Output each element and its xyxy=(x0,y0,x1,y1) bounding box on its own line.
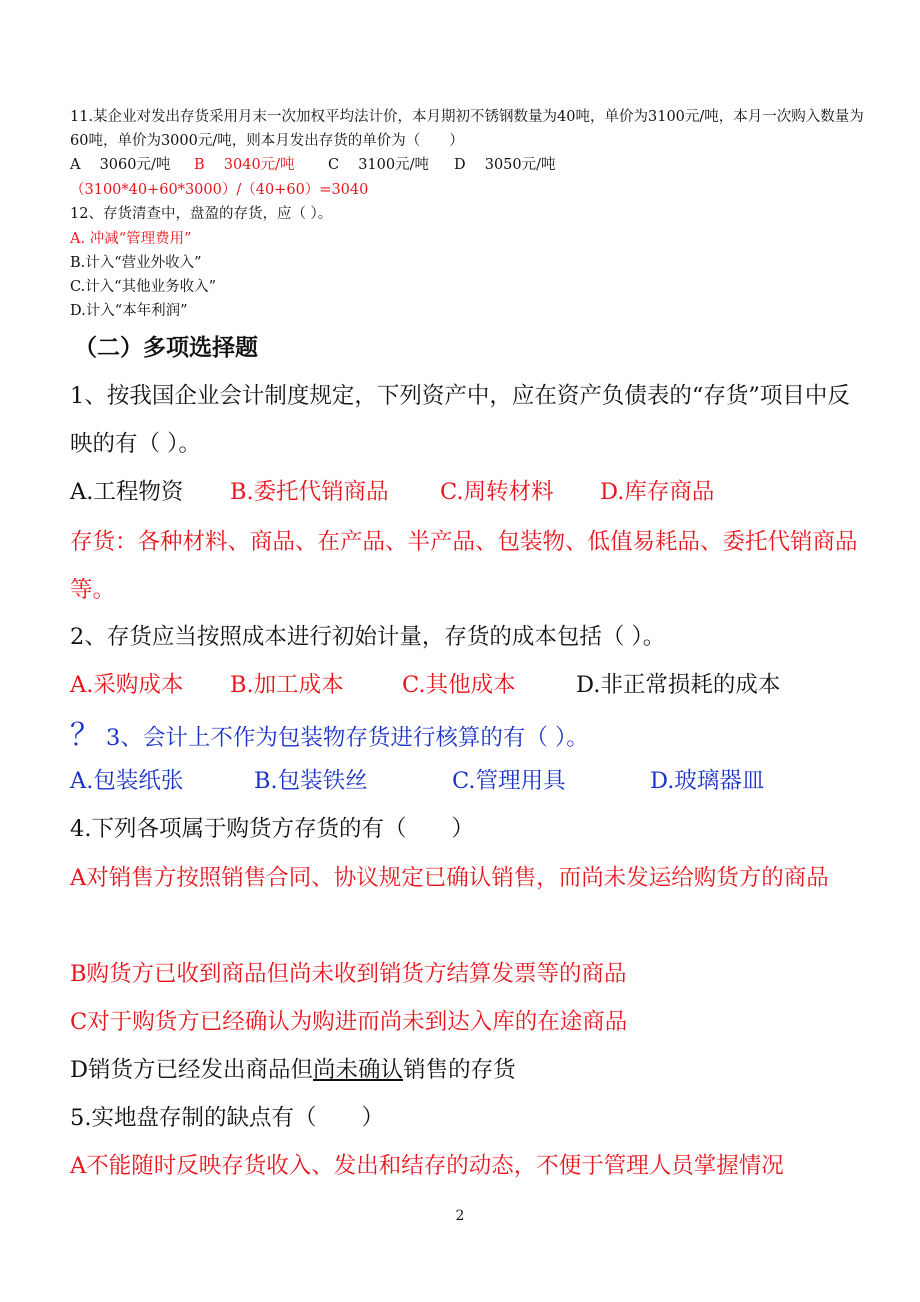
m1-option-d: D.库存商品 xyxy=(600,479,715,505)
m1-stem: 1、按我国企业会计制度规定，下列资产中，应在资产负债表的“存货”项目中反映的有（ ）。 xyxy=(70,383,850,457)
m4-option-d xyxy=(70,1046,870,1094)
m3-line xyxy=(70,712,870,762)
q12-option-b: B.计入“营业外收入” xyxy=(70,255,202,271)
m2-options xyxy=(70,661,870,709)
q12-option-a: A. 冲减“管理费用” xyxy=(70,231,192,247)
m4-option-b: B购货方已收到商品但尚未收到销货方结算发票等的商品 xyxy=(70,961,627,987)
q12-stem: 12、存货清查中，盘盈的存货，应（ ）。 xyxy=(70,206,333,222)
m3-option-b: B.包装铁丝 xyxy=(254,768,368,794)
m3-option-c: C.管理用具 xyxy=(452,768,566,794)
q12-option-d: D.计入“本年利润” xyxy=(70,303,188,319)
q12-option-c: C.计入“其他业务收入” xyxy=(70,279,217,295)
q11-option-b: B 3040元/吨 xyxy=(194,157,295,173)
m2-option-c: C.其他成本 xyxy=(402,672,516,698)
m1-option-a: A.工程物资 xyxy=(70,479,184,505)
m3-option-a: A.包装纸张 xyxy=(70,768,184,794)
q11-answer: （3100*40+60*3000）/（40+60）=3040 xyxy=(70,182,369,198)
m4-option-d-underlined: 尚未确认 xyxy=(313,1057,404,1083)
question-mark-icon: ？ xyxy=(70,718,100,753)
m1-options xyxy=(70,468,870,516)
m4-option-c: C对于购货方已经确认为购进而尚未到达入库的在途商品 xyxy=(70,1009,628,1035)
m5-option-a: A不能随时反映存货收入、发出和结存的动态，不便于管理人员掌握情况 xyxy=(70,1153,784,1179)
m4-stem: 4.下列各项属于购货方存货的有（ ） xyxy=(70,816,474,842)
m1-option-b: B.委托代销商品 xyxy=(230,479,389,505)
m1-option-c: C.周转材料 xyxy=(440,479,554,505)
m4-option-d-suffix: 销售的存货 xyxy=(403,1057,516,1083)
m2-option-d: D.非正常损耗的成本 xyxy=(576,672,781,698)
q11-option-c: C 3100元/吨 xyxy=(328,157,429,173)
m4-option-a: A对销售方按照销售合同、协议规定已确认销售，而尚未发运给购货方的商品 xyxy=(70,865,829,891)
m2-stem: 2、存货应当按照成本进行初始计量，存货的成本包括（ ）。 xyxy=(70,624,666,650)
q11-option-d: D 3050元/吨 xyxy=(454,157,556,173)
q11-options xyxy=(70,153,870,177)
m3-options xyxy=(70,757,870,805)
q11-stem: 11.某企业对发出存货采用月末一次加权平均法计价，本月期初不锈钢数量为40吨，单价为3100元/吨，本月一次购入数量为60吨，单价为3000元/吨，则本月发出存货的单价为（ ） xyxy=(70,109,864,149)
section-title: （二）多项选择题 xyxy=(74,335,258,361)
m5-stem: 5.实地盘存制的缺点有（ ） xyxy=(70,1105,384,1131)
q11-option-a: A 3060元/吨 xyxy=(70,157,171,173)
m2-option-a: A.采购成本 xyxy=(70,672,184,698)
page-number: 2 xyxy=(455,1208,465,1224)
m1-note: 存货：各种材料、商品、在产品、半产品、包装物、低值易耗品、委托代销商品等。 xyxy=(70,529,858,603)
m3-stem: 3、会计上不作为包装物存货进行核算的有（ ）。 xyxy=(106,725,589,751)
m2-option-b: B.加工成本 xyxy=(230,672,344,698)
m4-option-d-prefix: D销货方已经发出商品但 xyxy=(70,1057,314,1083)
m3-option-d: D.玻璃器皿 xyxy=(650,768,765,794)
